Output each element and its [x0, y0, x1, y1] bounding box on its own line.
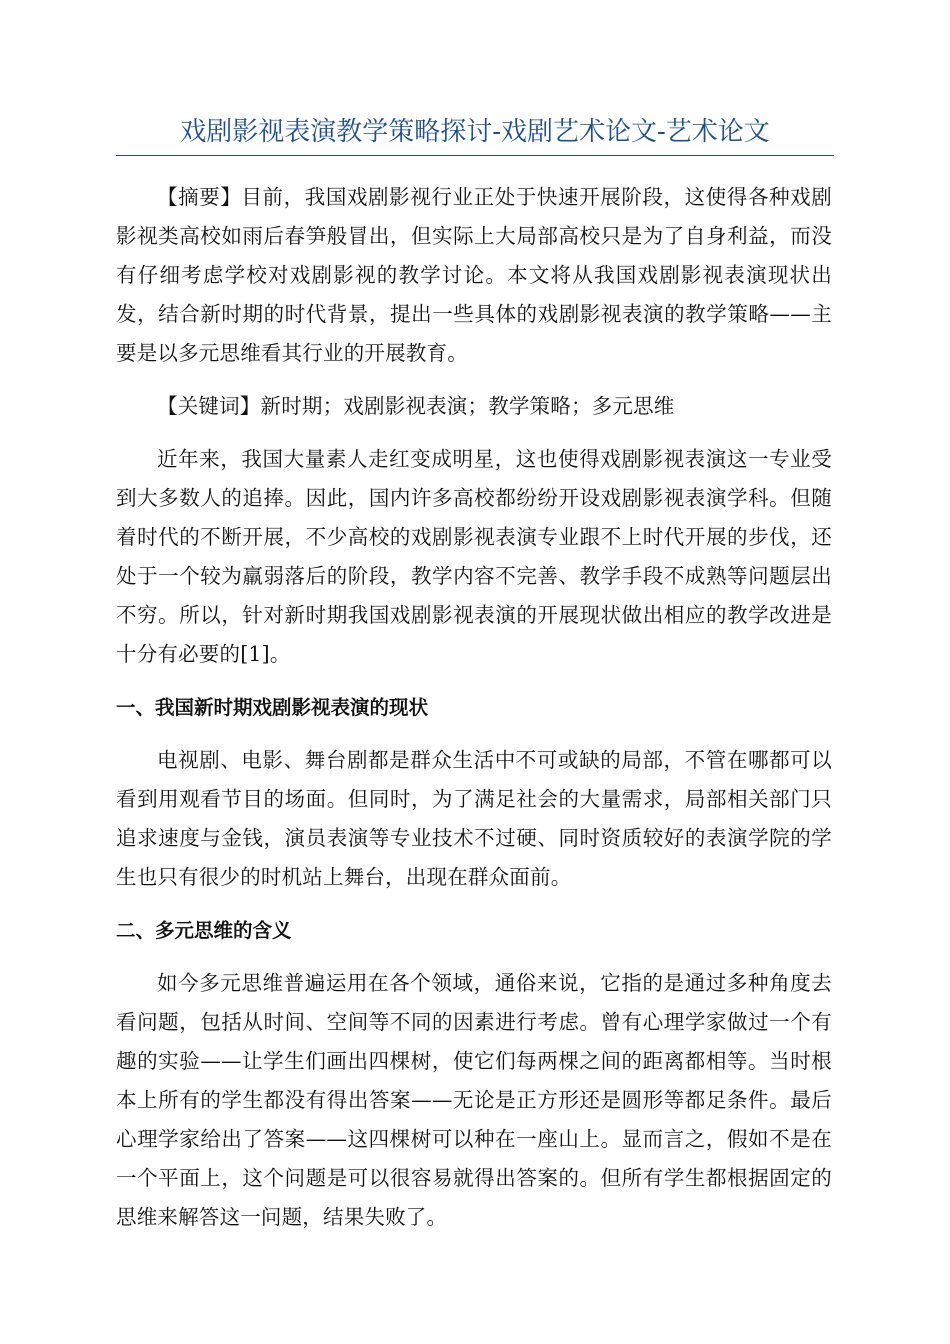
keywords-paragraph: 【关键词】新时期；戏剧影视表演；教学策略；多元思维 [157, 394, 675, 418]
title-underline [116, 155, 834, 156]
abstract-paragraph: 【摘要】目前，我国戏剧影视行业正处于快速开展阶段，这使得各种戏剧影视类高校如雨后春笋般冒出，但实际上大局部高校只是为了自身利益，而没有仔细考虑学校对戏剧影视的教学讨论。本文将从我国戏剧影视表演现状出发，结合新时期的时代背景，提出一些具体的戏剧影视表演的教学策略——主要是以多元思维看其行业的开展教育。 [116, 185, 832, 365]
section-paragraph-2: 如今多元思维普遍运用在各个领域，通俗来说，它指的是通过多种角度去看问题，包括从时间、空间等不同的因素进行考虑。曾有心理学家做过一个有趣的实验——让学生们画出四棵树，使它们每两棵之间的距离都相等。当时根本上所有的学生都没有得出答案——无论是正方形还是圆形等都足条件。最后心理学家给出了答案——这四棵树可以种在一座山上。显而言之，假如不是在一个平面上，这个问题是可以很容易就得出答案的。但所有学生都根据固定的思维来解答这一问题，结果失败了。 [116, 971, 832, 1229]
section-heading-2: 二、多元思维的含义 [116, 919, 292, 942]
document-title: 戏剧影视表演教学策略探讨-戏剧艺术论文-艺术论文 [180, 117, 770, 147]
document-body [116, 178, 832, 1237]
section-paragraph-1: 电视剧、电影、舞台剧都是群众生活中不可或缺的局部，不管在哪都可以看到用观看节目的场面。但同时，为了满足社会的大量需求，局部相关部门只追求速度与金钱，演员表演等专业技术不过硬、同时资质较好的表演学院的学生也只有很少的时机站上舞台，出现在群众面前。 [116, 748, 832, 889]
section-heading-1: 一、我国新时期戏剧影视表演的现状 [116, 696, 429, 719]
intro-paragraph: 近年来，我国大量素人走红变成明星，这也使得戏剧影视表演这一专业受到大多数人的追捧。因此，国内许多高校都纷纷开设戏剧影视表演学科。但随着时代的不断开展，不少高校的戏剧影视表演专业跟不上时代开展的步伐，还处于一个较为羸弱落后的阶段，教学内容不完善、教学手段不成熟等问题层出不穷。所以，针对新时期我国戏剧影视表演的开展现状做出相应的教学改进是十分有必要的[1]。 [116, 447, 832, 666]
